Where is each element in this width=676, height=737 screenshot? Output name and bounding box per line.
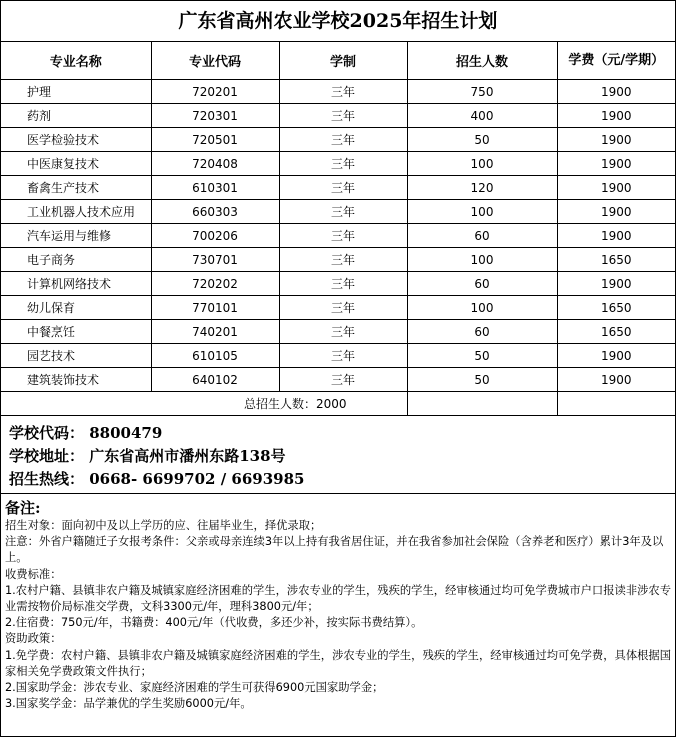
cell-enrollment-count: 100 <box>407 248 557 272</box>
note-line: 1.农村户籍、县镇非农户籍及城镇家庭经济困难的学生，涉农专业的学生，残疾的学生，经审核通过均可免学费城市户口报读非涉农专业需按物价局标准交学费，文科3300元/年，理科3800元/年； <box>5 583 672 614</box>
cell-tuition: 1900 <box>557 80 675 104</box>
cell-major-code: 720201 <box>151 80 279 104</box>
note-line: 2.住宿费：750元/年，书籍费：400元/年（代收费，多还少补，按实际书费结算）。 <box>5 616 423 630</box>
table-row <box>1 296 675 320</box>
cell-major-code: 720202 <box>151 272 279 296</box>
table-row <box>1 368 675 392</box>
cell-enrollment-count: 60 <box>407 272 557 296</box>
enrollment-hotline: 招生热线： 0668- 6699702 / 6693985 <box>9 470 305 488</box>
notes-heading: 备注: <box>5 499 41 517</box>
notes-section <box>1 494 675 712</box>
cell-major-code: 730701 <box>151 248 279 272</box>
cell-major-code: 660303 <box>151 200 279 224</box>
cell-duration: 三年 <box>279 104 407 128</box>
school-address: 学校地址： 广东省高州市潘州东路138号 <box>9 447 286 465</box>
cell-major-name: 电子商务 <box>1 248 151 272</box>
cell-duration: 三年 <box>279 200 407 224</box>
cell-major-name: 药剂 <box>1 104 151 128</box>
cell-tuition: 1900 <box>557 272 675 296</box>
note-line: 注意：外省户籍随迁子女报考条件：父亲或母亲连续3年以上持有我省居住证，并在我省参加社会保险（含养老和医疗）累计3年及以上。 <box>5 535 664 565</box>
header-major-name: 专业名称 <box>1 42 151 80</box>
table-row <box>1 128 675 152</box>
cell-tuition: 1900 <box>557 344 675 368</box>
table-row <box>1 272 675 296</box>
cell-duration: 三年 <box>279 224 407 248</box>
cell-duration: 三年 <box>279 344 407 368</box>
school-code: 学校代码： 8800479 <box>9 424 163 442</box>
cell-tuition: 1900 <box>557 152 675 176</box>
cell-major-name: 中医康复技术 <box>1 152 151 176</box>
table-row <box>1 152 675 176</box>
table-row <box>1 176 675 200</box>
table-row <box>1 224 675 248</box>
note-line: 3.国家奖学金：品学兼优的学生奖励6000元/年。 <box>5 697 252 711</box>
note-line: 1.免学费：农村户籍、县镇非农户籍及城镇家庭经济困难的学生，涉农专业的学生，残疾的学生，经审核通过均可免学费，具体根据国家相关免学费政策文件执行； <box>5 648 672 678</box>
cell-enrollment-count: 120 <box>407 176 557 200</box>
cell-major-code: 720301 <box>151 104 279 128</box>
cell-major-name: 医学检验技术 <box>1 128 151 152</box>
cell-major-code: 700206 <box>151 224 279 248</box>
cell-major-code: 720408 <box>151 152 279 176</box>
cell-major-name: 中餐烹饪 <box>1 320 151 344</box>
header-major-code: 专业代码 <box>151 42 279 80</box>
cell-duration: 三年 <box>279 176 407 200</box>
cell-tuition: 1900 <box>557 200 675 224</box>
page-title: 广东省高州农业学校2025年招生计划 <box>1 1 675 42</box>
cell-major-code: 770101 <box>151 296 279 320</box>
table-row <box>1 200 675 224</box>
cell-duration: 三年 <box>279 368 407 392</box>
cell-major-code: 640102 <box>151 368 279 392</box>
cell-tuition: 1900 <box>557 104 675 128</box>
cell-major-name: 计算机网络技术 <box>1 272 151 296</box>
table-row <box>1 344 675 368</box>
cell-enrollment-count: 50 <box>407 344 557 368</box>
cell-enrollment-count: 400 <box>407 104 557 128</box>
total-row <box>1 392 675 416</box>
total-enrollment: 总招生人数：2000 <box>1 392 407 416</box>
cell-major-name: 畜禽生产技术 <box>1 176 151 200</box>
total-empty-cell <box>557 392 675 416</box>
cell-tuition: 1900 <box>557 176 675 200</box>
header-tuition: 学费（元/学期） <box>557 42 675 80</box>
cell-enrollment-count: 50 <box>407 368 557 392</box>
cell-major-code: 610105 <box>151 344 279 368</box>
cell-major-name: 汽车运用与维修 <box>1 224 151 248</box>
cell-enrollment-count: 60 <box>407 320 557 344</box>
cell-tuition: 1650 <box>557 320 675 344</box>
cell-major-code: 610301 <box>151 176 279 200</box>
cell-major-name: 园艺技术 <box>1 344 151 368</box>
note-line: 收费标准： <box>5 567 62 581</box>
cell-enrollment-count: 50 <box>407 128 557 152</box>
cell-duration: 三年 <box>279 320 407 344</box>
cell-major-name: 建筑装饰技术 <box>1 368 151 392</box>
cell-duration: 三年 <box>279 152 407 176</box>
cell-tuition: 1650 <box>557 296 675 320</box>
cell-enrollment-count: 100 <box>407 152 557 176</box>
header-enrollment: 招生人数 <box>407 42 557 80</box>
table-body <box>1 80 675 416</box>
cell-major-code: 720501 <box>151 128 279 152</box>
school-info <box>1 416 675 494</box>
cell-major-name: 工业机器人技术应用 <box>1 200 151 224</box>
note-line: 招生对象：面向初中及以上学历的应、往届毕业生，择优录取； <box>5 519 322 532</box>
cell-tuition: 1900 <box>557 224 675 248</box>
table-row <box>1 320 675 344</box>
table-header-row <box>1 42 675 80</box>
cell-enrollment-count: 60 <box>407 224 557 248</box>
note-line: 资助政策： <box>5 632 62 646</box>
table-row <box>1 104 675 128</box>
cell-tuition: 1650 <box>557 248 675 272</box>
cell-enrollment-count: 100 <box>407 200 557 224</box>
total-empty-cell <box>407 392 557 416</box>
cell-enrollment-count: 100 <box>407 296 557 320</box>
cell-duration: 三年 <box>279 80 407 104</box>
cell-duration: 三年 <box>279 128 407 152</box>
cell-major-name: 幼儿保育 <box>1 296 151 320</box>
cell-major-code: 740201 <box>151 320 279 344</box>
cell-duration: 三年 <box>279 296 407 320</box>
cell-tuition: 1900 <box>557 368 675 392</box>
header-duration: 学制 <box>279 42 407 80</box>
table-row <box>1 248 675 272</box>
cell-duration: 三年 <box>279 272 407 296</box>
table-row <box>1 80 675 104</box>
cell-enrollment-count: 750 <box>407 80 557 104</box>
cell-tuition: 1900 <box>557 128 675 152</box>
enrollment-table <box>1 42 675 416</box>
note-line: 2.国家助学金：涉农专业、家庭经济困难的学生可获得6900元国家助学金； <box>5 681 384 695</box>
cell-major-name: 护理 <box>1 80 151 104</box>
cell-duration: 三年 <box>279 248 407 272</box>
